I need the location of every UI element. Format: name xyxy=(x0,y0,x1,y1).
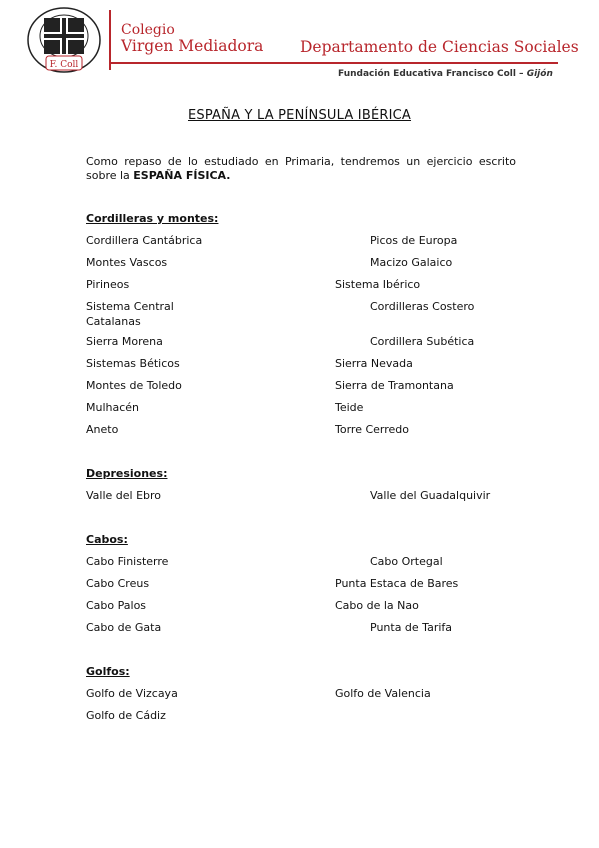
list-item: Picos de Europa xyxy=(370,234,458,247)
list-item: Cabo Creus xyxy=(86,577,150,590)
list-item: Cabo Palos xyxy=(86,599,147,612)
page-title: ESPAÑA Y LA PENÍNSULA IBÉRICA xyxy=(187,108,412,123)
foundation-city: Gijón xyxy=(526,69,553,79)
list-item: Teide xyxy=(335,401,364,414)
list-item: Cabo de la Nao xyxy=(335,599,419,612)
header-vertical-rule xyxy=(109,10,111,70)
list-item: Sistema Ibérico xyxy=(335,278,421,291)
section-heading-depresiones: Depresiones: xyxy=(86,467,168,480)
list-item: Sierra Morena xyxy=(86,335,163,348)
list-item: Cabo de Gata xyxy=(86,621,162,634)
intro-text: Como repaso de lo estudiado en Primaria, tendremos un ejercicio escrito sobre la xyxy=(86,155,516,182)
list-item: Golfo de Vizcaya xyxy=(86,687,178,700)
list-item: Valle del Guadalquivir xyxy=(370,489,491,502)
school-name xyxy=(121,22,263,54)
list-item: Catalanas xyxy=(86,315,141,328)
list-item: Sistema Central xyxy=(86,300,174,313)
list-item: Montes Vascos xyxy=(86,256,168,269)
list-item: Cordilleras Costero xyxy=(370,300,475,313)
school-name-line1: Colegio xyxy=(121,22,175,38)
section-heading-cabos: Cabos: xyxy=(86,533,128,546)
intro-paragraph xyxy=(86,155,516,183)
list-item: Pirineos xyxy=(86,278,130,291)
school-logo xyxy=(26,6,102,74)
list-item: Cordillera Cantábrica xyxy=(86,234,203,247)
foundation-line xyxy=(338,69,553,79)
list-item: Golfo de Cádiz xyxy=(86,709,166,722)
list-item: Golfo de Valencia xyxy=(335,687,431,700)
section-heading-cordilleras: Cordilleras y montes: xyxy=(86,212,219,225)
section-heading-golfos: Golfos: xyxy=(86,665,130,678)
list-item: Sistemas Béticos xyxy=(86,357,180,370)
school-name-line2: Virgen Mediadora xyxy=(121,37,264,55)
list-item: Cordillera Subética xyxy=(370,335,475,348)
header-horizontal-rule xyxy=(109,62,558,64)
list-item: Sierra de Tramontana xyxy=(335,379,454,392)
list-item: Mulhacén xyxy=(86,401,140,414)
list-item: Cabo Ortegal xyxy=(370,555,443,568)
list-item: Punta de Tarifa xyxy=(370,621,453,634)
list-item: Sierra Nevada xyxy=(335,357,413,370)
intro-bold: ESPAÑA FÍSICA. xyxy=(133,169,231,182)
list-item: Macizo Galaico xyxy=(370,256,453,269)
list-item: Torre Cerredo xyxy=(335,423,409,436)
list-item: Punta Estaca de Bares xyxy=(335,577,459,590)
list-item: Valle del Ebro xyxy=(86,489,162,502)
list-item: Montes de Toledo xyxy=(86,379,182,392)
department-name: Departamento de Ciencias Sociales xyxy=(300,38,579,56)
foundation-name: Fundación Educativa Francisco Coll – xyxy=(338,69,524,79)
list-item: Aneto xyxy=(86,423,119,436)
list-item: Cabo Finisterre xyxy=(86,555,169,568)
logo-caption: F. Coll xyxy=(49,60,79,70)
